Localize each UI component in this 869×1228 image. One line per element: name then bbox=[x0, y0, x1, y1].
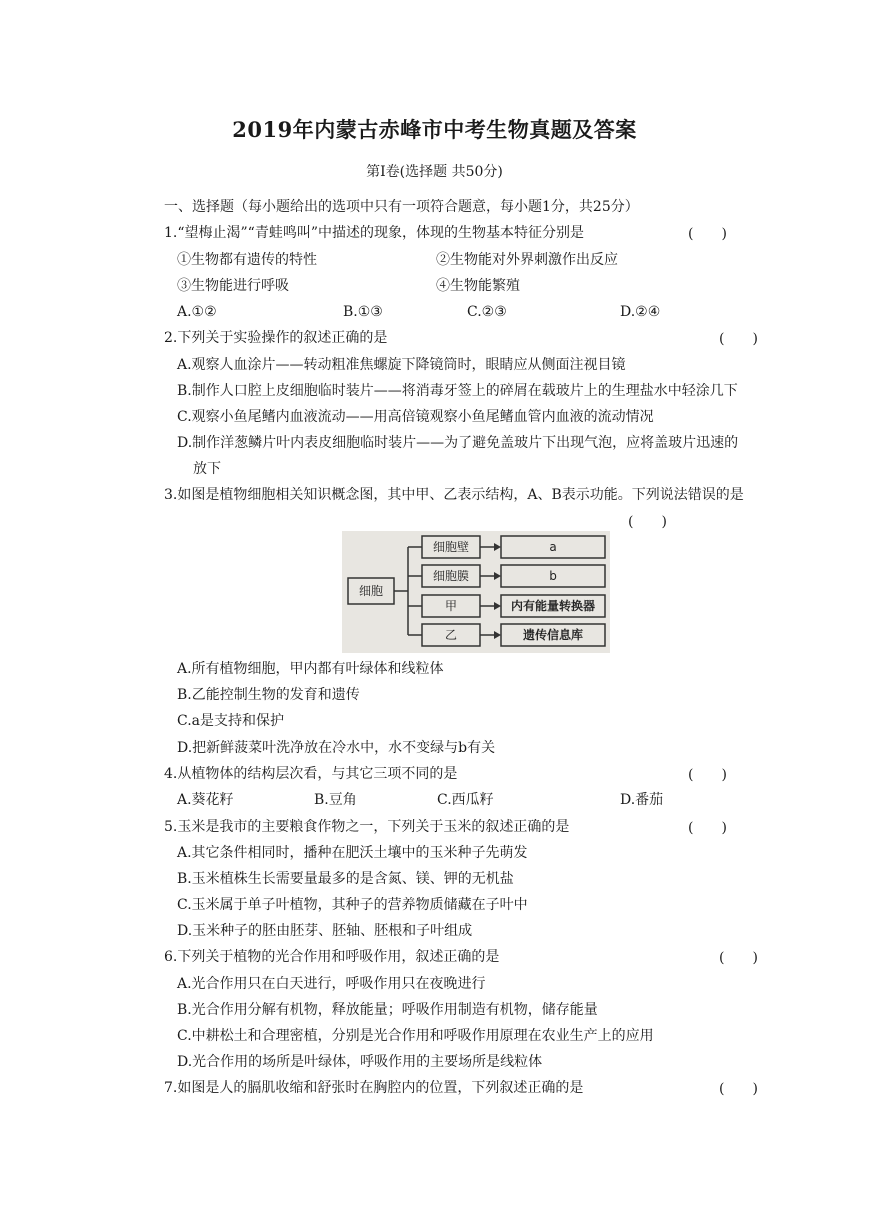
target-a: a bbox=[549, 540, 557, 554]
q6-option-a: A.光合作用只在白天进行，呼吸作用只在夜晚进行 bbox=[177, 976, 486, 992]
q4-option-a: A.葵花籽 bbox=[177, 792, 234, 808]
section-heading: 一、选择题（每小题给出的选项中只有一项符合题意，每小题1分，共25分） bbox=[164, 199, 639, 215]
q1-option-c: C.②③ bbox=[467, 304, 507, 320]
q4-option-b: B.豆角 bbox=[314, 792, 357, 808]
q5-option-c: C.玉米属于单子叶植物，其种子的营养物质储藏在子叶中 bbox=[177, 897, 528, 913]
q5-stem: 5.玉米是我市的主要粮食作物之一，下列关于玉米的叙述正确的是 bbox=[164, 819, 570, 835]
q5-option-a: A.其它条件相同时，播种在肥沃土壤中的玉米种子先萌发 bbox=[177, 845, 528, 861]
q2-option-d-cont: 放下 bbox=[193, 461, 221, 477]
q2-option-a: A.观察人血涂片——转动粗准焦螺旋下降镜筒时，眼睛应从侧面注视目镜 bbox=[177, 357, 626, 373]
target-genetic-library: 遗传信息库 bbox=[522, 628, 584, 642]
q6-option-c: C.中耕松土和合理密植，分别是光合作用和呼吸作用原理在农业生产上的应用 bbox=[177, 1028, 654, 1044]
root-label: 细胞 bbox=[358, 584, 384, 598]
target-b: b bbox=[549, 569, 557, 583]
q2-answer-bracket: ( ) bbox=[719, 331, 758, 347]
node-cell-membrane: 细胞膜 bbox=[432, 569, 470, 583]
q3-answer-bracket: ( ) bbox=[628, 514, 667, 530]
q3-option-b: B.乙能控制生物的发育和遗传 bbox=[177, 687, 360, 703]
q3-option-d: D.把新鲜菠菜叶洗净放在冷水中，水不变绿与b有关 bbox=[177, 740, 496, 756]
q1-option-b: B.①③ bbox=[343, 304, 383, 320]
q2-option-c: C.观察小鱼尾鳍内血液流动——用高倍镜观察小鱼尾鳍血管内血液的流动情况 bbox=[177, 409, 654, 425]
q1-option-d: D.②④ bbox=[620, 304, 661, 320]
node-jia: 甲 bbox=[444, 599, 458, 613]
target-energy-converter: 内有能量转换器 bbox=[510, 599, 596, 613]
q2-stem: 2.下列关于实验操作的叙述正确的是 bbox=[164, 330, 388, 346]
q3-option-a: A.所有植物细胞，甲内都有叶绿体和线粒体 bbox=[177, 661, 444, 677]
q1-answer-bracket: ( ) bbox=[688, 226, 727, 242]
q2-option-b: B.制作人口腔上皮细胞临时装片——将消毒牙签上的碎屑在载玻片上的生理盐水中轻涂几下 bbox=[177, 383, 738, 399]
q5-answer-bracket: ( ) bbox=[688, 820, 727, 836]
q1-item: ②生物能对外界刺激作出反应 bbox=[436, 252, 618, 268]
q3-stem: 3.如图是植物细胞相关知识概念图，其中甲、乙表示结构，A、B表示功能。下列说法错误的是 bbox=[164, 487, 744, 503]
q6-answer-bracket: ( ) bbox=[719, 950, 758, 966]
page-title: 2019年内蒙古赤峰市中考生物真题及答案 bbox=[232, 117, 637, 142]
q5-option-b: B.玉米植株生长需要量最多的是含氮、镁、钾的无机盐 bbox=[177, 871, 514, 887]
node-yi: 乙 bbox=[444, 628, 458, 642]
q4-option-d: D.番茄 bbox=[620, 792, 664, 808]
q4-option-c: C.西瓜籽 bbox=[437, 792, 494, 808]
q1-stem: 1.“望梅止渴”“青蛙鸣叫”中描述的现象，体现的生物基本特征分别是 bbox=[164, 225, 584, 241]
q7-answer-bracket: ( ) bbox=[719, 1081, 758, 1097]
q6-option-b: B.光合作用分解有机物，释放能量；呼吸作用制造有机物，储存能量 bbox=[177, 1002, 598, 1018]
section-subtitle: 第Ⅰ卷(选择题 共50分) bbox=[366, 164, 503, 180]
q4-answer-bracket: ( ) bbox=[688, 767, 727, 783]
q1-item: ①生物都有遗传的特性 bbox=[177, 252, 317, 268]
q6-option-d: D.光合作用的场所是叶绿体，呼吸作用的主要场所是线粒体 bbox=[177, 1054, 543, 1070]
q4-stem: 4.从植物体的结构层次看，与其它三项不同的是 bbox=[164, 766, 458, 782]
q6-stem: 6.下列关于植物的光合作用和呼吸作用，叙述正确的是 bbox=[164, 949, 500, 965]
cell-concept-map bbox=[342, 531, 610, 653]
node-cell-wall: 细胞壁 bbox=[432, 540, 470, 554]
q1-item: ③生物能进行呼吸 bbox=[177, 278, 289, 294]
q2-option-d: D.制作洋葱鳞片叶内表皮细胞临时装片——为了避免盖玻片下出现气泡，应将盖玻片迅速的 bbox=[177, 435, 739, 451]
q1-option-a: A.①② bbox=[177, 304, 217, 320]
q7-stem: 7.如图是人的膈肌收缩和舒张时在胸腔内的位置，下列叙述正确的是 bbox=[164, 1080, 584, 1096]
q3-option-c: C.a是支持和保护 bbox=[177, 713, 285, 729]
q1-item: ④生物能繁殖 bbox=[436, 278, 520, 294]
q5-option-d: D.玉米种子的胚由胚芽、胚轴、胚根和子叶组成 bbox=[177, 923, 473, 939]
